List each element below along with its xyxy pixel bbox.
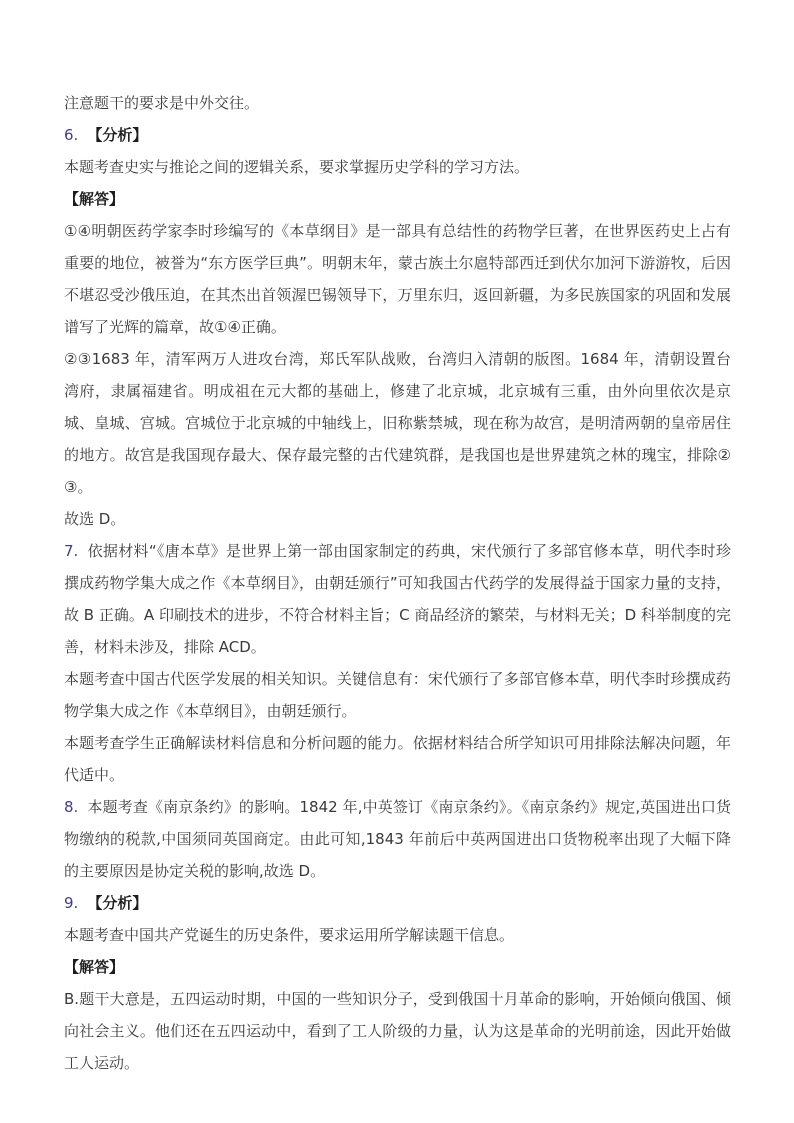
paragraph-text: 本题考查《南京条约》的影响。1842 年,中英签订《南京条约》。《南京条约》规定,英国进出口货物缴纳的税款,中国须同英国商定。由此可知,1843 年前后中英两国进出口货物税率出现了大幅下降的主要原因是协定关税的影响,故选 D。 <box>64 798 731 880</box>
paragraph-text: 本题考查中国共产党诞生的历史条件，要求运用所学解读题干信息。 <box>64 926 515 944</box>
paragraph <box>64 919 731 951</box>
paragraph-text: 注意题干的要求是中外交往。 <box>64 94 260 112</box>
paragraph <box>64 663 731 727</box>
paragraph <box>64 151 731 183</box>
paragraph-text: 依据材料“《唐本草》是世界上第一部由国家制定的药典，宋代颁行了多部官修本草，明代李时珍撰成药物学集大成之作《本草纲目》，由朝廷颁行”可知我国古代药学的发展得益于国家力量的支持，故 B 正确。A 印刷技术的进步，不符合材料主旨；C 商品经济的繁荣，与材料无关；D 科举制度的完善，材料未涉及，排除 ACD。 <box>64 542 731 656</box>
section-label: 【分析】 <box>87 126 148 144</box>
section-label: 【解答】 <box>64 190 125 208</box>
paragraph <box>64 983 731 1079</box>
document-content <box>64 87 731 1079</box>
paragraph <box>64 119 731 151</box>
paragraph-text: 故选 D。 <box>64 510 126 528</box>
question-number: 6. <box>64 126 79 144</box>
paragraph <box>64 503 731 535</box>
question-number: 8. <box>64 798 79 816</box>
paragraph <box>64 215 731 343</box>
question-number: 9. <box>64 894 79 912</box>
paragraph <box>64 535 731 663</box>
paragraph <box>64 183 731 215</box>
question-number: 7. <box>64 542 79 560</box>
paragraph <box>64 951 731 983</box>
paragraph-text: 本题考查中国古代医学发展的相关知识。关键信息有：宋代颁行了多部官修本草，明代李时珍撰成药物学集大成之作《本草纲目》，由朝廷颁行。 <box>64 670 731 720</box>
paragraph-text: 本题考查史实与推论之间的逻辑关系，要求掌握历史学科的学习方法。 <box>64 158 530 176</box>
paragraph-text: ②③1683 年，清军两万人进攻台湾，郑氏军队战败，台湾归入清朝的版图。1684 年，清朝设置台湾府，隶属福建省。明成祖在元大都的基础上，修建了北京城，北京城有三重，由外向里依次是京城、皇城、宫城。宫城位于北京城的中轴线上，旧称紫禁城，现在称为故宫，是明清两朝的皇帝居住的地方。故宫是我国现存最大、保存最完整的古代建筑群，是我国也是世界建筑之林的瑰宝，排除②③。 <box>64 350 731 496</box>
section-label: 【分析】 <box>87 894 148 912</box>
paragraph <box>64 343 731 503</box>
paragraph-text: 本题考查学生正确解读材料信息和分析问题的能力。依据材料结合所学知识可用排除法解决问题，年代适中。 <box>64 734 731 784</box>
paragraph-text: B.题干大意是，五四运动时期，中国的一些知识分子，受到俄国十月革命的影响，开始倾向俄国、倾向社会主义。他们还在五四运动中，看到了工人阶级的力量，认为这是革命的光明前途，因此开始做工人运动。 <box>64 990 731 1072</box>
paragraph <box>64 791 731 887</box>
paragraph-text: ①④明朝医药学家李时珍编写的《本草纲目》是一部具有总结性的药物学巨著，在世界医药史上占有重要的地位，被誉为“东方医学巨典”。明朝末年，蒙古族土尔扈特部西迁到伏尔加河下游游牧，后因不堪忍受沙俄压迫，在其杰出首领渥巴锡领导下，万里东归，返回新疆，为多民族国家的巩固和发展谱写了光辉的篇章，故①④正确。 <box>64 222 731 336</box>
section-label: 【解答】 <box>64 958 125 976</box>
paragraph <box>64 87 731 119</box>
paragraph <box>64 727 731 791</box>
paragraph <box>64 887 731 919</box>
